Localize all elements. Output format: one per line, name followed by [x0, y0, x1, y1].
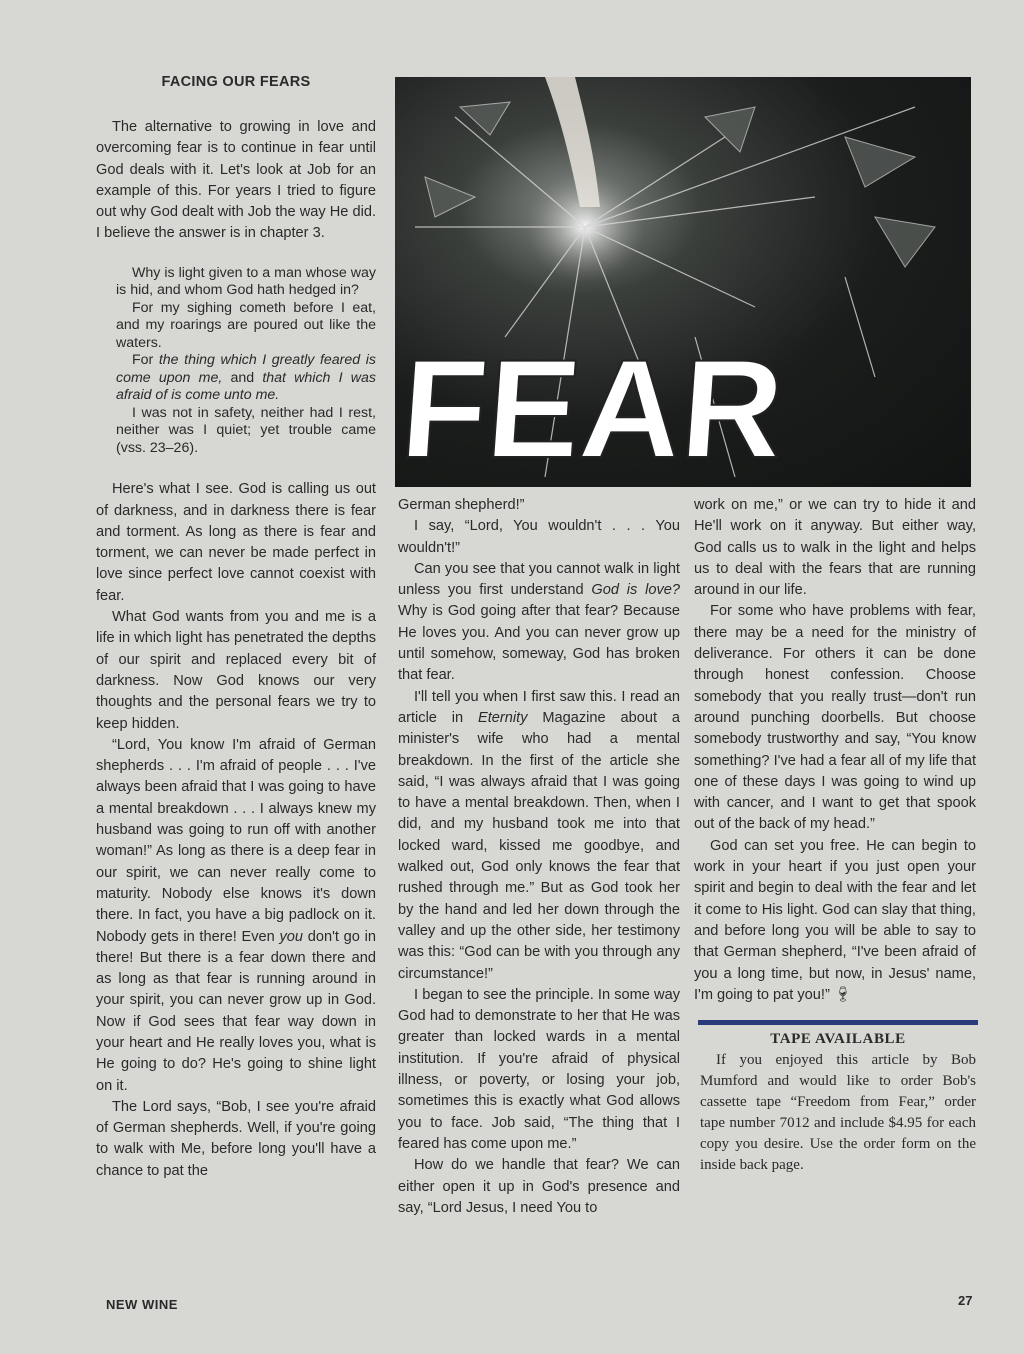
paragraph: I began to see the principle. In some way God had to demonstrate to her that He was greater than locked wards in a mental institution. If you're afraid of physical illness, or poverty, or losing your job, sometimes this is exactly what God allows you to face. Job said, “The thing that I feared has come upon me.” — [398, 986, 680, 1152]
paragraph: German shepherd!” — [398, 497, 525, 513]
shattered-glass-illustration — [395, 77, 971, 487]
paragraph: work on me,” or we can try to hide it and He'll work on it anyway. But either way, God calls us to walk in the light and helps us to deal with the fears that are running around in our life. — [694, 497, 976, 599]
paragraph: Can you see that you cannot walk in light unless you first understand God is love? Why is God going after that fear? Because He loves you. And you can never grow up until somehow, someway, God has broken that fear. — [398, 560, 680, 684]
paragraph: I say, “Lord, You wouldn't . . . You wouldn't!” — [398, 518, 680, 556]
publication-name: NEW WINE — [106, 1297, 178, 1312]
quote-line: Why is light given to a man whose way is hid, and whom God hath hedged in? — [116, 264, 376, 299]
quote-line: For the thing which I greatly feared is come upon me, and that which I was afraid of is come unto me. — [116, 352, 376, 404]
tape-divider — [698, 1020, 978, 1025]
section-title: FACING OUR FEARS — [161, 74, 311, 90]
paragraph: The Lord says, “Bob, I see you're afraid of German shepherds. Well, if you're going to walk with Me, before long you'll have a chance to pat the — [96, 1098, 376, 1179]
paragraph: “Lord, You know I'm afraid of German shepherds . . . I'm afraid of people . . . I've always been afraid that I was going to have a mental breakdown . . . I always knew my husband was going to run off with another woman!” As long as there is a deep fear in our spirit, we can never really come to maturity. Nobody else knows it's down there. In fact, you have a big padlock on it. Nobody gets in there! Even you don't go in there! But there is a fear down there and as long as that fear is running around in your spirit, you can never grow up in God. Now if God sees that fear way down in your heart and He really loves you, what is He going to do? He's going to shine light on it. — [96, 736, 376, 1094]
fear-word: FEAR — [396, 330, 789, 487]
column-2 — [398, 495, 680, 1219]
tape-text: If you enjoyed this article by Bob Mumford and would like to order Bob's cassette tape “Freedom from Fear,” order tape number 7012 and include $4.95 for each copy you desire. Use the order form on the inside back page. — [700, 1052, 976, 1174]
paragraph: For some who have problems with fear, there may be a need for the ministry of deliverance. For others it can be done through honest confession. Choose somebody that you really trust—don't run around punching doorbells. But choose somebody trustworthy and say, “You know something? I've had a fear all of my life that one of these days I was going to wind up with cancer, and I want to get that spook out of the back of my head.” — [694, 603, 976, 833]
fear-photo — [395, 77, 971, 487]
paragraph: God can set you free. He can begin to work in your heart if you just open your spirit and begin to deal with the fear and let it come to His light. God can slay that thing, and before long you will be able to say to that German shepherd, “I've been afraid of you a long time, but now, in Jesus' name, I'm going to pat you!” 🍷︎ — [694, 837, 976, 1003]
paragraph: I'll tell you when I first saw this. I read an article in Eternity Magazine about a minister's wife who had a mental breakdown. In the first of the article she said, “I was always afraid that I was going to have a mental breakdown. Then, when I did, and my husband took me into that locked ward, kissed me goodbye, and walked out, God only knows the fear that rushed through me.” But as God took her by the hand and led her down through the valley and up the other side, her testimony was this: “God can be with you through any circumstance!” — [398, 688, 680, 982]
end-mark-icon: 🍷︎ — [833, 986, 853, 1003]
paragraph: What God wants from you and me is a life in which light has penetrated the depths of our spirit and replaced every bit of darkness. Now God knows our very thoughts and the personal fears we try to keep hidden. — [96, 609, 376, 732]
paragraph: How do we handle that fear? We can either open it up in God's presence and say, “Lord Jesus, I need You to — [398, 1157, 680, 1216]
tape-available-box — [700, 1029, 976, 1176]
quote-line: For my sighing cometh before I eat, and my roarings are poured out like the waters. — [116, 299, 376, 351]
scripture-quote — [116, 265, 376, 458]
tape-title: TAPE AVAILABLE — [770, 1031, 906, 1048]
page-number: 27 — [958, 1293, 973, 1308]
paragraph: The alternative to growing in love and overcoming fear is to continue in fear until God deals with it. Let's look at Job for an example of this. For years I tried to figure out why God dealt with Job the way He did. I believe the answer is in chapter 3. — [96, 119, 376, 242]
paragraph: Here's what I see. God is calling us out of darkness, and in darkness there is fear and torment. As long as there is fear and torment, we can never be made perfect in love since perfect love cannot coexist with fear. — [96, 481, 376, 604]
column-3 — [694, 495, 976, 1176]
column-1 — [96, 117, 376, 1182]
quote-line: I was not in safety, neither had I rest, neither was I quiet; yet trouble came (vss. 23–26). — [116, 404, 376, 456]
